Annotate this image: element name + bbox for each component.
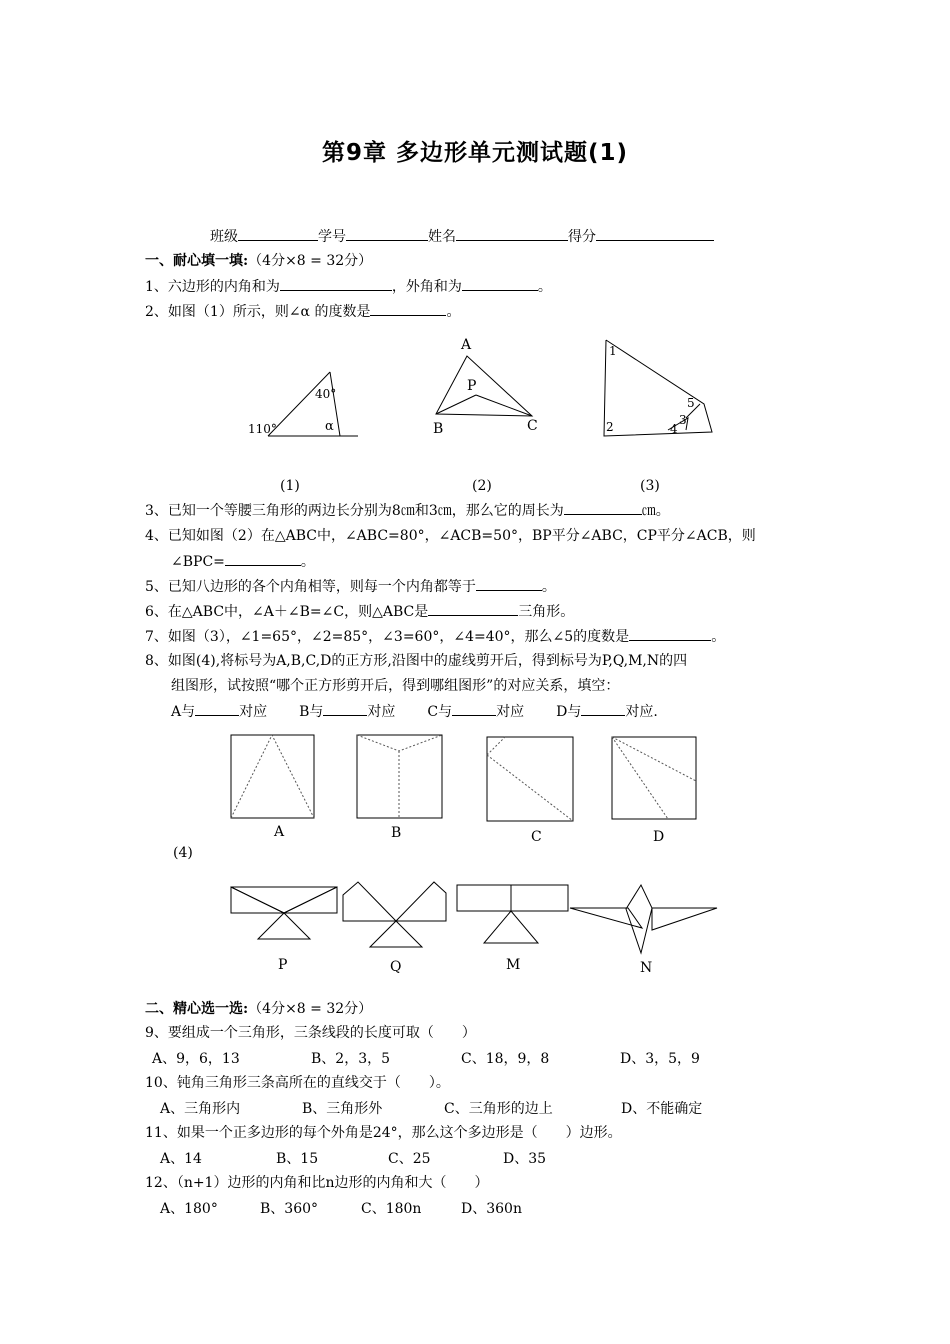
fig1-angle-40: 40°: [315, 387, 337, 401]
question-10: 10、钝角三角形三条高所在的直线交于（ ）。: [145, 1075, 450, 1091]
question-2: 2、如图（1）所示，则∠α 的度数是 。: [145, 301, 460, 322]
student-info-line: [210, 226, 714, 247]
fig2-caption: (2): [472, 478, 492, 494]
class-label: 班级: [210, 229, 238, 245]
question-8-pairs: A与 对应 B与 对应 C与 对应 D与 对应.: [171, 701, 658, 722]
section1-heading: 一、耐心填一填:（4分×8 = 32分）: [145, 253, 373, 269]
q8-blank-D[interactable]: [581, 701, 625, 716]
q11-option-b[interactable]: B、15: [276, 1151, 319, 1167]
square-label-A: A: [274, 824, 285, 840]
q8-blank-B[interactable]: [323, 701, 367, 716]
q4-blank[interactable]: [225, 551, 301, 566]
q10-option-d[interactable]: D、不能确定: [621, 1101, 703, 1117]
figure-1: [268, 372, 358, 436]
id-field[interactable]: [346, 226, 428, 241]
question-4: 4、已知如图（2）在△ABC中，∠ABC=80°，∠ACB=50°，BP平分∠ABC，CP平分∠ACB，则: [145, 528, 756, 544]
question-9: 9、要组成一个三角形，三条线段的长度可取（ ）: [145, 1025, 476, 1041]
question-4-cont: ∠BPC= 。: [171, 551, 315, 572]
fig4-caption: (4): [173, 845, 193, 861]
class-field[interactable]: [238, 226, 318, 241]
q2-blank[interactable]: [370, 301, 446, 316]
square-label-D: D: [653, 829, 665, 845]
q7-blank[interactable]: [629, 626, 711, 641]
question-3: 3、已知一个等腰三角形的两边长分别为8㎝和3㎝，那么它的周长为 ㎝。: [145, 500, 670, 521]
q3-blank[interactable]: [564, 500, 642, 515]
piece-group-M: [457, 885, 568, 943]
question-8: 8、如图(4),将标号为A,B,C,D的正方形,沿图中的虚线剪开后，得到标号为P,Q,M,N的四: [145, 653, 688, 669]
score-label: 得分: [568, 229, 596, 245]
q12-option-c[interactable]: C、180n: [361, 1201, 422, 1217]
square-label-C: C: [531, 829, 542, 845]
question-8-cont: 组图形，试按照“哪个正方形剪开后，得到哪组图形”的对应关系，填空：: [171, 678, 620, 694]
piece-label-N: N: [640, 960, 653, 976]
fig3-caption: (3): [640, 478, 660, 494]
question-5: 5、已知八边形的各个内角相等，则每一个内角都等于 。: [145, 576, 556, 597]
q1-blank-1[interactable]: [280, 276, 392, 291]
fig3-label-5: 5: [687, 396, 695, 410]
fig2-label-B: B: [433, 421, 444, 437]
figure-3: [604, 340, 712, 436]
question-6: 6、在△ABC中，∠A＋∠B=∠C，则△ABC是 三角形。: [145, 601, 574, 622]
figures-1-3: [0, 330, 950, 500]
q11-option-d[interactable]: D、35: [503, 1151, 547, 1167]
square-C: [487, 737, 573, 821]
section2-heading: 二、精心选一选:（4分×8 = 32分）: [145, 1001, 373, 1017]
page-title: 第9章 多边形单元测试题(1): [321, 140, 629, 166]
fig3-label-4: 4: [670, 422, 678, 436]
q9-option-c[interactable]: C、18，9，8: [461, 1051, 550, 1067]
q10-option-c[interactable]: C、三角形的边上: [444, 1101, 553, 1117]
q12-option-d[interactable]: D、360n: [461, 1201, 522, 1217]
fig1-alpha: α: [325, 419, 334, 434]
fig1-caption: (1): [280, 478, 300, 494]
figure-4: [0, 725, 950, 980]
piece-group-N: [570, 885, 717, 953]
square-D: [612, 737, 696, 819]
fig2-label-P: P: [467, 378, 477, 394]
q8-blank-C[interactable]: [452, 701, 496, 716]
q10-option-a[interactable]: A、三角形内: [160, 1101, 241, 1117]
fig2-label-A: A: [461, 337, 472, 353]
square-label-B: B: [391, 825, 402, 841]
q1-blank-2[interactable]: [462, 276, 538, 291]
piece-group-P: [231, 887, 337, 939]
square-A: [231, 735, 314, 818]
q6-blank[interactable]: [428, 601, 518, 616]
name-field[interactable]: [456, 226, 568, 241]
fig3-label-2: 2: [606, 420, 614, 434]
id-label: 学号: [318, 229, 346, 245]
q12-option-a[interactable]: A、180°: [160, 1201, 218, 1217]
q5-blank[interactable]: [476, 576, 542, 591]
q9-option-a[interactable]: A、9，6，13: [152, 1051, 240, 1067]
q8-blank-A[interactable]: [195, 701, 239, 716]
piece-label-M: M: [506, 957, 521, 973]
fig2-label-C: C: [527, 418, 538, 434]
q9-option-b[interactable]: B、2，3，5: [311, 1051, 391, 1067]
fig3-label-1: 1: [609, 344, 617, 358]
score-field[interactable]: [596, 226, 714, 241]
question-12: 12、（n+1）边形的内角和比n边形的内角和大（ ）: [145, 1175, 489, 1191]
q10-option-b[interactable]: B、三角形外: [302, 1101, 383, 1117]
fig3-label-3: 3: [679, 413, 687, 427]
name-label: 姓名: [428, 229, 456, 245]
piece-label-Q: Q: [390, 959, 402, 975]
question-11: 11、如果一个正多边形的每个外角是24°，那么这个多边形是（ ）边形。: [145, 1125, 622, 1141]
q12-option-b[interactable]: B、360°: [260, 1201, 319, 1217]
fig1-angle-110: 110°: [248, 422, 277, 436]
piece-group-Q: [343, 882, 446, 947]
q11-option-a[interactable]: A、14: [160, 1151, 202, 1167]
q9-option-d[interactable]: D、3，5，9: [620, 1051, 700, 1067]
piece-label-P: P: [278, 957, 288, 973]
figure-2: [436, 356, 532, 416]
q11-option-c[interactable]: C、25: [388, 1151, 431, 1167]
question-1: 1、六边形的内角和为 ，外角和为 。: [145, 276, 552, 297]
question-7: 7、如图（3），∠1=65°，∠2=85°，∠3=60°，∠4=40°，那么∠5的度数是 。: [145, 626, 725, 647]
